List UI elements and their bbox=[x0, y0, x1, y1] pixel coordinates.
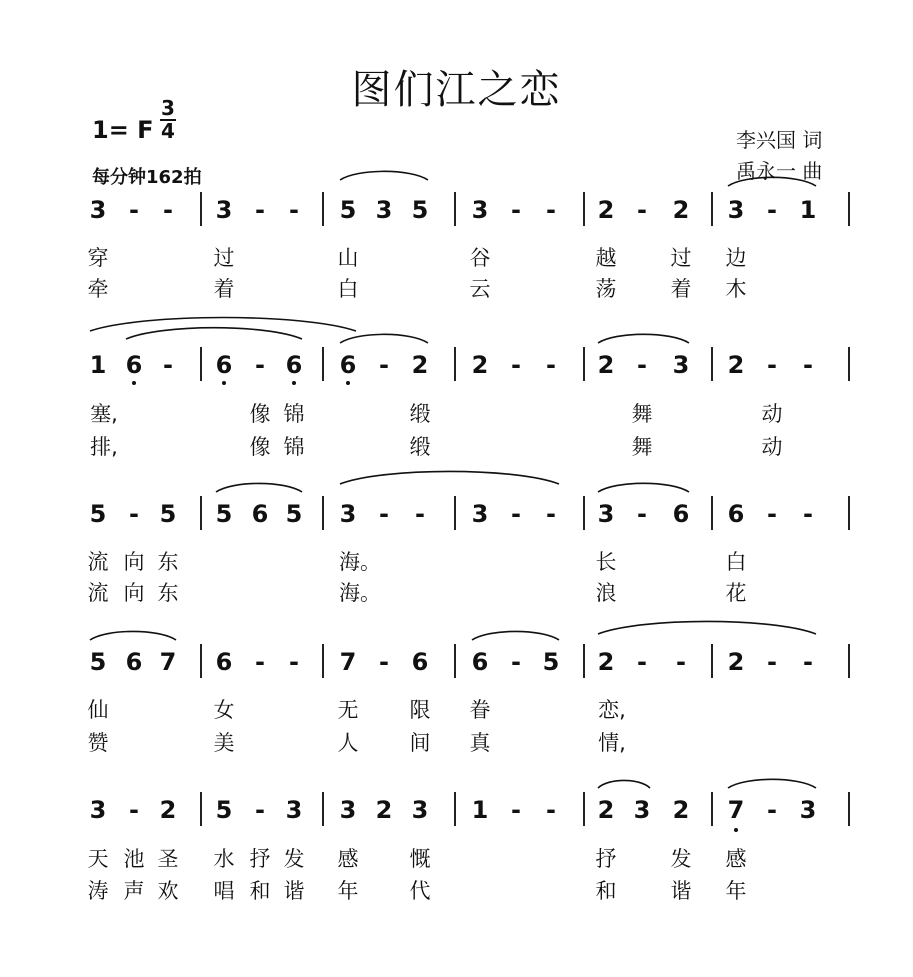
song-title: 图们江之恋 bbox=[351, 67, 562, 113]
lyric-verse-2: 荡 bbox=[595, 277, 617, 301]
slur bbox=[728, 177, 816, 186]
note: 3 bbox=[215, 196, 233, 224]
slur bbox=[340, 171, 428, 180]
note: 3 bbox=[89, 796, 107, 824]
lyric-verse-1: 天 bbox=[87, 847, 109, 871]
note: 6 bbox=[471, 648, 489, 676]
note: 3 bbox=[285, 796, 303, 824]
lyric-verse-1: 感 bbox=[337, 847, 359, 871]
dash-mark: - bbox=[637, 351, 647, 379]
note: 2 bbox=[411, 351, 429, 379]
lyric-verse-1: 圣 bbox=[157, 847, 179, 871]
slur bbox=[90, 631, 176, 640]
note: 3 bbox=[471, 196, 489, 224]
dash-mark: - bbox=[511, 351, 521, 379]
dash-mark: - bbox=[546, 196, 556, 224]
dash-mark: - bbox=[803, 351, 813, 379]
note: 3 bbox=[375, 196, 393, 224]
note: 6 bbox=[339, 351, 357, 379]
note: 3 bbox=[672, 351, 690, 379]
dash-mark: - bbox=[767, 648, 777, 676]
note: 1 bbox=[89, 351, 107, 379]
lyric-verse-1: 仙 bbox=[87, 698, 109, 722]
key-signature: 1= F bbox=[92, 116, 154, 144]
lyric-verse-1: 向 bbox=[123, 550, 145, 574]
note: 3 bbox=[799, 796, 817, 824]
lyric-verse-2: 排, bbox=[90, 435, 118, 459]
dash-mark: - bbox=[767, 351, 777, 379]
slur bbox=[340, 471, 559, 484]
dash-mark: - bbox=[637, 648, 647, 676]
tempo-marking: 每分钟162拍 bbox=[92, 167, 202, 188]
lyric-verse-2: 着 bbox=[670, 277, 692, 301]
lyric-verse-1: 流 bbox=[87, 550, 109, 574]
lyric-verse-2: 美 bbox=[213, 731, 235, 755]
lyric-verse-2: 木 bbox=[725, 277, 747, 301]
lyric-verse-2: 赞 bbox=[87, 731, 109, 755]
lyric-verse-2: 流 bbox=[87, 581, 109, 605]
dash-mark: - bbox=[637, 500, 647, 528]
dash-mark: - bbox=[767, 796, 777, 824]
slur bbox=[598, 621, 816, 634]
lyric-verse-1: 缎 bbox=[409, 402, 431, 426]
lyric-verse-2: 向 bbox=[123, 581, 145, 605]
lyric-verse-1: 像 bbox=[249, 402, 271, 426]
note: 2 bbox=[159, 796, 177, 824]
lyric-verse-1: 东 bbox=[157, 550, 179, 574]
note: 6 bbox=[215, 351, 233, 379]
lyric-verse-2: 唱 bbox=[213, 879, 235, 903]
composer-credit: 禹永一 曲 bbox=[736, 159, 823, 183]
time-signature-numerator: 3 bbox=[161, 96, 175, 120]
lyric-verse-2: 和 bbox=[249, 879, 271, 903]
note: 6 bbox=[125, 648, 143, 676]
dash-mark: - bbox=[129, 796, 139, 824]
lyric-verse-1: 水 bbox=[213, 847, 235, 871]
lyricist-credit: 李兴国 词 bbox=[736, 128, 823, 152]
lyric-verse-2: 牵 bbox=[87, 277, 109, 301]
note: 2 bbox=[727, 351, 745, 379]
lyric-verse-1: 山 bbox=[337, 246, 359, 270]
dash-mark: - bbox=[511, 648, 521, 676]
note: 2 bbox=[672, 196, 690, 224]
lyric-verse-1: 池 bbox=[123, 847, 145, 871]
note: 5 bbox=[411, 196, 429, 224]
dash-mark: - bbox=[379, 351, 389, 379]
note: 1 bbox=[799, 196, 817, 224]
note: 2 bbox=[727, 648, 745, 676]
lyric-verse-2: 动 bbox=[761, 435, 783, 459]
lyric-verse-1: 抒 bbox=[249, 847, 271, 871]
time-signature-denominator: 4 bbox=[161, 119, 175, 143]
lyric-verse-2: 和 bbox=[595, 879, 617, 903]
lyric-verse-2: 情, bbox=[598, 731, 626, 755]
dash-mark: - bbox=[163, 196, 173, 224]
dash-mark: - bbox=[511, 796, 521, 824]
note: 5 bbox=[215, 796, 233, 824]
lyric-verse-2: 花 bbox=[725, 581, 747, 605]
dash-mark: - bbox=[255, 648, 265, 676]
lyric-verse-2: 谐 bbox=[283, 879, 305, 903]
note: 2 bbox=[672, 796, 690, 824]
dash-mark: - bbox=[289, 648, 299, 676]
dash-mark: - bbox=[767, 500, 777, 528]
dash-mark: - bbox=[255, 796, 265, 824]
lyric-verse-1: 过 bbox=[213, 246, 235, 270]
dash-mark: - bbox=[803, 648, 813, 676]
note: 6 bbox=[251, 500, 269, 528]
lyric-verse-2: 谐 bbox=[670, 879, 692, 903]
lyric-verse-1: 发 bbox=[283, 847, 305, 871]
note: 7 bbox=[159, 648, 177, 676]
dash-mark: - bbox=[129, 500, 139, 528]
lyric-verse-1: 长 bbox=[595, 550, 617, 574]
lyric-verse-2: 舞 bbox=[631, 435, 653, 459]
note: 5 bbox=[215, 500, 233, 528]
dash-mark: - bbox=[511, 196, 521, 224]
lyric-verse-1: 过 bbox=[670, 246, 692, 270]
lyric-verse-1: 发 bbox=[670, 847, 692, 871]
slur bbox=[340, 334, 428, 343]
dash-mark: - bbox=[255, 351, 265, 379]
lyric-verse-2: 东 bbox=[157, 581, 179, 605]
lyric-verse-1: 动 bbox=[761, 402, 783, 426]
note: 5 bbox=[542, 648, 560, 676]
note: 6 bbox=[727, 500, 745, 528]
note: 2 bbox=[597, 648, 615, 676]
dash-mark: - bbox=[546, 500, 556, 528]
lyric-verse-1: 无 bbox=[337, 698, 359, 722]
lyric-verse-1: 限 bbox=[409, 698, 431, 722]
slur bbox=[90, 318, 356, 332]
slur bbox=[598, 483, 689, 492]
lyric-verse-1: 塞, bbox=[90, 402, 118, 426]
dash-mark: - bbox=[546, 796, 556, 824]
note: 7 bbox=[339, 648, 357, 676]
note: 6 bbox=[215, 648, 233, 676]
note: 1 bbox=[471, 796, 489, 824]
note: 6 bbox=[672, 500, 690, 528]
dash-mark: - bbox=[511, 500, 521, 528]
note: 2 bbox=[375, 796, 393, 824]
note: 6 bbox=[285, 351, 303, 379]
lyric-verse-2: 海。 bbox=[339, 581, 381, 605]
lyric-verse-1: 舞 bbox=[631, 402, 653, 426]
note: 3 bbox=[339, 796, 357, 824]
slur bbox=[216, 483, 302, 492]
lyric-verse-2: 代 bbox=[409, 879, 431, 903]
note: 3 bbox=[411, 796, 429, 824]
lyric-verse-2: 人 bbox=[337, 731, 359, 755]
dash-mark: - bbox=[379, 648, 389, 676]
lyric-verse-1: 女 bbox=[213, 698, 235, 722]
note: 3 bbox=[633, 796, 651, 824]
note: 3 bbox=[89, 196, 107, 224]
lyric-verse-2: 着 bbox=[213, 277, 235, 301]
dash-mark: - bbox=[415, 500, 425, 528]
note: 6 bbox=[125, 351, 143, 379]
lyric-verse-1: 边 bbox=[725, 246, 747, 270]
dash-mark: - bbox=[379, 500, 389, 528]
note: 2 bbox=[597, 196, 615, 224]
lyric-verse-2: 真 bbox=[469, 731, 491, 755]
note: 7 bbox=[727, 796, 745, 824]
lyric-verse-2: 声 bbox=[123, 879, 145, 903]
lyric-verse-1: 海。 bbox=[339, 550, 381, 574]
lyric-verse-1: 恋, bbox=[598, 698, 626, 722]
note: 5 bbox=[89, 500, 107, 528]
lyric-verse-2: 缎 bbox=[409, 435, 431, 459]
note: 3 bbox=[597, 500, 615, 528]
note: 2 bbox=[597, 796, 615, 824]
slur bbox=[598, 334, 689, 343]
dash-mark: - bbox=[255, 196, 265, 224]
lyric-verse-2: 涛 bbox=[87, 879, 109, 903]
dash-mark: - bbox=[129, 196, 139, 224]
lyric-verse-2: 年 bbox=[337, 879, 359, 903]
lyric-verse-2: 白 bbox=[337, 277, 359, 301]
note: 3 bbox=[471, 500, 489, 528]
note: 3 bbox=[727, 196, 745, 224]
note: 2 bbox=[597, 351, 615, 379]
lyric-verse-2: 欢 bbox=[157, 879, 179, 903]
lyric-verse-2: 浪 bbox=[595, 581, 617, 605]
lyric-verse-1: 慨 bbox=[409, 847, 431, 871]
lyric-verse-2: 年 bbox=[725, 879, 747, 903]
note: 5 bbox=[89, 648, 107, 676]
note: 6 bbox=[411, 648, 429, 676]
lyric-verse-1: 眷 bbox=[469, 698, 491, 722]
note: 5 bbox=[159, 500, 177, 528]
dash-mark: - bbox=[767, 196, 777, 224]
lyric-verse-1: 抒 bbox=[595, 847, 617, 871]
lyric-verse-1: 感 bbox=[725, 847, 747, 871]
lyric-verse-2: 像 bbox=[249, 435, 271, 459]
dash-mark: - bbox=[163, 351, 173, 379]
note: 5 bbox=[285, 500, 303, 528]
lyric-verse-1: 白 bbox=[725, 550, 747, 574]
lyric-verse-1: 越 bbox=[595, 246, 617, 270]
lyric-verse-1: 锦 bbox=[283, 402, 305, 426]
slur bbox=[728, 779, 816, 788]
slur bbox=[598, 780, 650, 788]
lyric-verse-2: 间 bbox=[409, 731, 431, 755]
slur bbox=[472, 631, 559, 640]
note: 3 bbox=[339, 500, 357, 528]
slur bbox=[126, 328, 302, 339]
dash-mark: - bbox=[637, 196, 647, 224]
dash-mark: - bbox=[676, 648, 686, 676]
lyric-verse-2: 锦 bbox=[283, 435, 305, 459]
dash-mark: - bbox=[803, 500, 813, 528]
lyric-verse-1: 穿 bbox=[87, 246, 109, 270]
lyric-verse-2: 云 bbox=[469, 277, 491, 301]
dash-mark: - bbox=[546, 351, 556, 379]
dash-mark: - bbox=[289, 196, 299, 224]
lyric-verse-1: 谷 bbox=[469, 246, 491, 270]
note: 5 bbox=[339, 196, 357, 224]
note: 2 bbox=[471, 351, 489, 379]
